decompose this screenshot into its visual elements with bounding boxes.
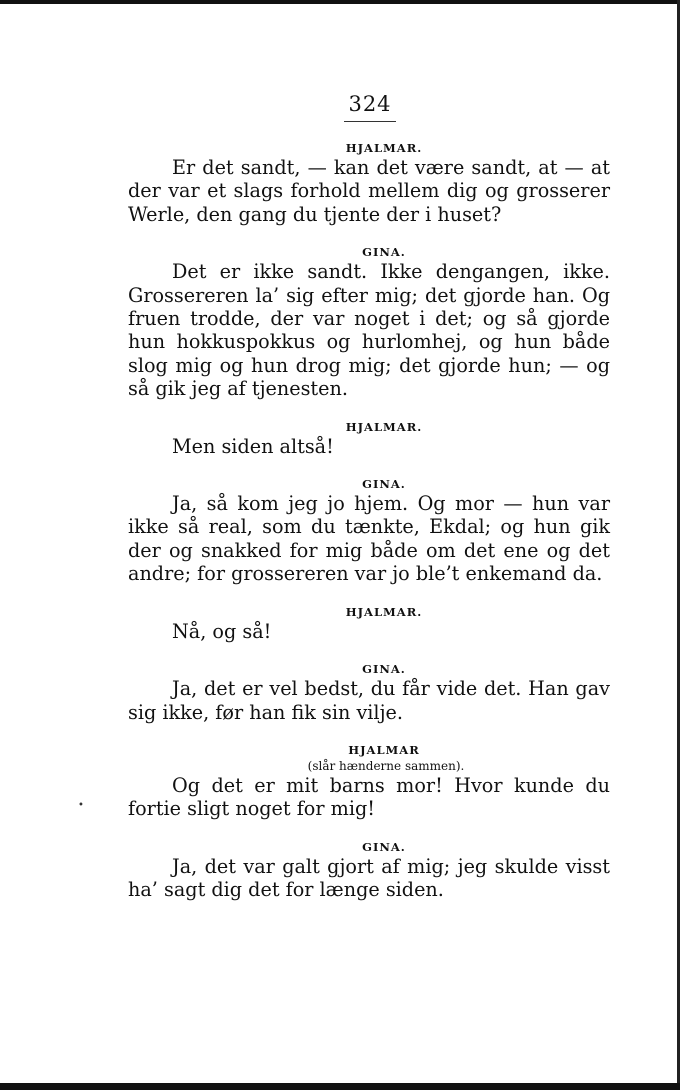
speaker-name: GINA. [362, 839, 406, 854]
speaker-name: GINA. [362, 477, 406, 492]
scan-border-top [0, 0, 680, 4]
dialogue-block [128, 839, 610, 902]
speaker-name: GINA. [362, 245, 406, 260]
dialogue-block [128, 661, 610, 724]
dialogue-block [128, 140, 610, 226]
dialogue-block [128, 742, 610, 821]
speech-text: Ja, det er vel bedst, du får vide det. Han gav sig ikke, før han fik sin vilje. [128, 677, 610, 724]
dialogue-block [128, 604, 610, 643]
stage-direction: (slår hænderne sammen). [307, 758, 465, 773]
ink-speck: • [78, 800, 84, 811]
speech-text: Det er ikke sandt. Ikke dengangen, ikke. Grossereren la’ sig efter mig; det gjorde han. Og fruen trodde, der var noget i det; og så gjorde hun hokkuspokkus og hurlomhej, og hun både slog mig og hun drog mig; det gjorde hun; — og så gik jeg af tjenesten. [128, 260, 610, 401]
speaker-name: HJALMAR [348, 742, 420, 757]
speaker-name: HJALMAR. [345, 604, 423, 619]
scan-border-bottom [0, 1083, 680, 1090]
page-number: 324 [348, 92, 392, 116]
speech-text: Men siden altså! [172, 434, 334, 458]
speech-text: Er det sandt, — kan det være sandt, at — at der var et slags forhold mellem dig og grosserer Werle, den gang du tjente der i huset? [128, 156, 610, 226]
dialogue-block [128, 244, 610, 400]
speaker-name: HJALMAR. [345, 141, 423, 155]
speaker-name: HJALMAR. [345, 419, 423, 434]
dialogue-block [128, 476, 610, 586]
speech-text: Og det er mit barns mor! Hvor kunde du fortie sligt noget for mig! [128, 773, 610, 821]
speech-text: Ja, det var galt gjort af mig; jeg skulde visst ha’ sagt dig det for længe siden. [128, 854, 610, 902]
speech-text: Ja, så kom jeg jo hjem. Og mor — hun var ikke så real, som du tænkte, Ekdal; og hun gik der og snakked for mig både om det ene og det andre; for grossereren var jo ble’t enkemand da. [128, 492, 610, 586]
speech-text: Nå, og så! [172, 619, 272, 643]
speaker-name: GINA. [362, 662, 406, 677]
dialogue-block [128, 419, 610, 458]
page-number-rule [344, 121, 396, 122]
play-text [128, 140, 610, 902]
